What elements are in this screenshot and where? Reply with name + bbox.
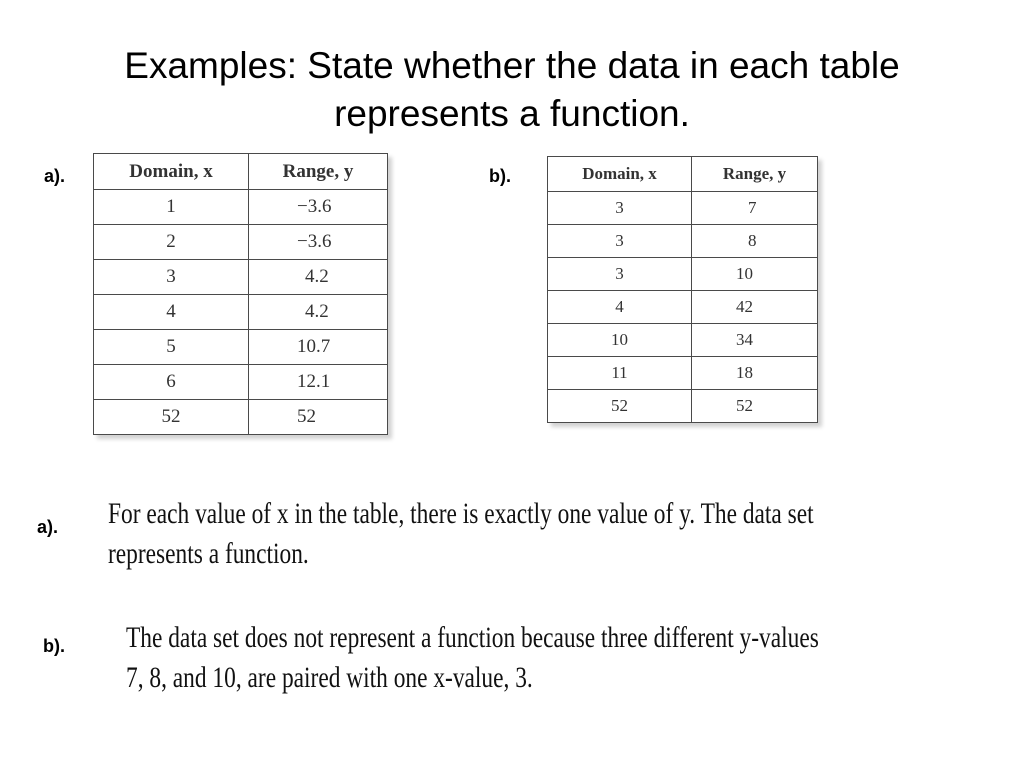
table-header-row <box>548 157 818 192</box>
column-header-domain: Domain, x <box>548 157 692 192</box>
answer-b-line-2: 7, 8, and 10, are paired with one x-value, 3. <box>126 661 533 694</box>
domain-cell: 52 <box>548 390 692 423</box>
answer-b-label: b). <box>43 636 65 656</box>
table-row <box>94 330 388 365</box>
range-cell: 42 <box>692 291 818 324</box>
answer-a-line-1: For each value of x in the table, there is exactly one value of y. The data set <box>108 497 814 530</box>
domain-cell: 5 <box>94 330 249 365</box>
table-row <box>548 192 818 225</box>
answer-b-line-1: The data set does not represent a function because three different y-values <box>126 621 819 654</box>
table-row <box>94 190 388 225</box>
range-cell: 18 <box>692 357 818 390</box>
table-b <box>547 156 818 423</box>
range-cell: 4.2 <box>249 260 388 295</box>
range-cell: 52 <box>249 400 388 435</box>
table-row <box>548 225 818 258</box>
table-row <box>548 291 818 324</box>
table-row <box>94 400 388 435</box>
range-cell: 10 <box>692 258 818 291</box>
title-line-1: Examples: State whether the data in each table <box>124 45 900 86</box>
table-row <box>94 225 388 260</box>
range-cell: 10.7 <box>249 330 388 365</box>
table-b-label: b). <box>489 166 511 186</box>
domain-cell: 10 <box>548 324 692 357</box>
column-header-range: Range, y <box>249 154 388 190</box>
range-cell: 12.1 <box>249 365 388 400</box>
domain-cell: 52 <box>94 400 249 435</box>
domain-cell: 3 <box>548 192 692 225</box>
domain-cell: 1 <box>94 190 249 225</box>
answer-a-text <box>108 494 814 574</box>
page-title <box>0 42 1024 138</box>
domain-cell: 4 <box>94 295 249 330</box>
table-row <box>94 365 388 400</box>
range-cell: 8 <box>692 225 818 258</box>
range-cell: 34 <box>692 324 818 357</box>
table-row <box>548 324 818 357</box>
answer-a-line-2: represents a function. <box>108 537 309 570</box>
table-header-row <box>94 154 388 190</box>
answer-a-label: a). <box>37 517 59 537</box>
domain-cell: 3 <box>548 258 692 291</box>
table-row <box>548 390 818 423</box>
table-row <box>94 295 388 330</box>
answer-b-text <box>126 618 819 698</box>
table-row <box>548 258 818 291</box>
table-a <box>93 153 388 435</box>
domain-cell: 2 <box>94 225 249 260</box>
range-cell: 52 <box>692 390 818 423</box>
range-cell: 7 <box>692 192 818 225</box>
domain-cell: 3 <box>94 260 249 295</box>
domain-cell: 3 <box>548 225 692 258</box>
column-header-domain: Domain, x <box>94 154 249 190</box>
column-header-range: Range, y <box>692 157 818 192</box>
range-cell: −3.6 <box>249 225 388 260</box>
table-row <box>94 260 388 295</box>
domain-cell: 11 <box>548 357 692 390</box>
table-row <box>548 357 818 390</box>
table-a-label: a). <box>44 166 66 186</box>
domain-cell: 6 <box>94 365 249 400</box>
range-cell: −3.6 <box>249 190 388 225</box>
range-cell: 4.2 <box>249 295 388 330</box>
title-line-2: represents a function. <box>334 93 690 134</box>
domain-cell: 4 <box>548 291 692 324</box>
